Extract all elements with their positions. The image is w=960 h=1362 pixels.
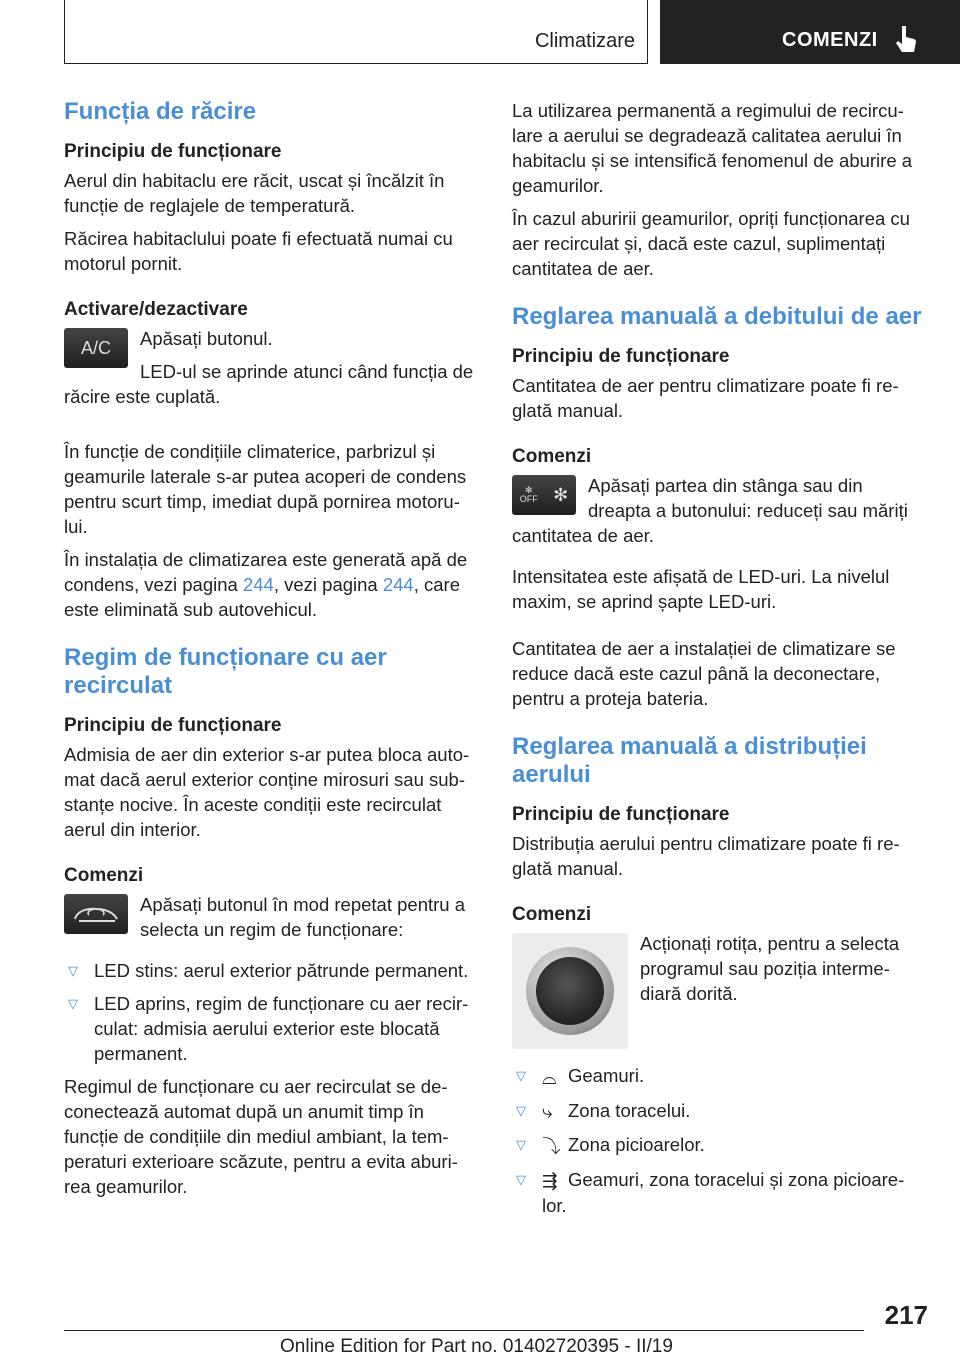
subheading-flow-principle: Principiu de funcționare <box>512 346 730 367</box>
header-chapter-box <box>660 0 960 64</box>
cool-paragraph-2: Răcirea habitaclului poate fi efectuată numai cu motorul pornit. <box>64 228 453 274</box>
recirc-paragraph-1: Admisia de aer din exterior s-ar putea bloca auto-mat dacă aerul exterior conține mirosuri sau sub-stanțe nocive. În aceste condiții este recirculat aerul din interior. <box>64 744 470 840</box>
right-column <box>512 98 926 1226</box>
subheading-distr-controls: Comenzi <box>512 904 592 925</box>
condens-paragraph-2 <box>64 547 478 622</box>
list-item <box>512 1063 926 1090</box>
footwell-airflow-icon: ⤵ <box>542 1135 561 1157</box>
fan-off-icon: ✻ OFF <box>519 485 538 504</box>
triangle-bullet-icon: ▽ <box>516 1068 526 1083</box>
distribution-list <box>512 1063 926 1218</box>
ac-button-label: A/C <box>80 337 111 358</box>
flow-paragraph-3: Cantitatea de aer a instalației de climatizare se reduce dacă este cazul până la deconectare, pentru a proteja bateria. <box>512 638 896 709</box>
recirc-list <box>64 958 478 1066</box>
list-item-text: Geamuri. <box>568 1065 645 1086</box>
ac-paragraph-2: LED-ul se aprinde atunci când funcția de răcire este cuplată. <box>64 361 474 407</box>
list-item <box>64 991 478 1066</box>
recirculation-button-icon <box>64 894 128 934</box>
heading-cooling: Funcția de răcire <box>64 98 257 125</box>
recirc-button-paragraph: Apăsați butonul în mod repetat pentru a selecta un regim de funcționare: <box>140 894 465 940</box>
footer-edition: Online Edition for Part no. 01402720395 - II/19 <box>280 1336 673 1357</box>
distr-instruction <box>512 931 926 1055</box>
page-link-244-b[interactable]: 244 <box>382 574 414 595</box>
subheading-cool-principle: Principiu de funcționare <box>64 141 282 162</box>
triangle-bullet-icon: ▽ <box>516 1102 526 1118</box>
right-paragraph-2: În cazul aburirii geamurilor, opriți funcționarea cu aer recirculat și, dacă este cazul, suplimentați cantitatea de aer. <box>512 208 910 279</box>
distribution-knob-icon <box>512 933 628 1049</box>
flow-button-paragraph: Apăsați partea din stânga sau din dreapta a butonului: reduceți sau măriți cantitatea de aer. <box>512 475 908 546</box>
subheading-recirc-controls: Comenzi <box>64 865 144 886</box>
condens-text-c: , care este eliminată sub autovehicul. <box>64 574 461 620</box>
subheading-recirc-principle: Principiu de funcționare <box>64 715 282 736</box>
list-item-text: LED aprins, regim de funcționare cu aer recir-culat: admisia aerului exterior este blocată permanent. <box>94 993 469 1064</box>
list-item-text: Zona toracelui. <box>568 1099 691 1121</box>
list-item <box>512 1167 926 1219</box>
triangle-bullet-icon: ▽ <box>516 1171 526 1187</box>
ac-instruction <box>64 326 478 417</box>
distr-paragraph-1: Distribuția aerului pentru climatizare poate fi re-glată manual. <box>512 833 900 879</box>
triangle-bullet-icon: ▽ <box>68 996 78 1011</box>
condens-text-b: , vezi pagina <box>273 574 383 595</box>
subheading-activation: Activare/dezactivare <box>64 299 248 320</box>
heading-recirculation: Regim de funcționare cu aer recirculat <box>64 644 387 699</box>
car-recirculation-icon <box>71 903 121 925</box>
ac-paragraph-1: Apăsați butonul. <box>140 328 273 349</box>
recirc-paragraph-end: Regimul de funcționare cu aer recirculat se de-conectează automat după un anumit timp în funcție de condițiile din mediul ambiant, la tem-peraturi exterioare scăzute, pentru a evita aburi-rea geamurilor. <box>64 1076 458 1197</box>
ac-button-icon <box>64 328 128 368</box>
cool-paragraph-1: Aerul din habitaclu ere răcit, uscat și încălzit în funcție de reglajele de temperatură. <box>64 170 445 216</box>
fan-button-icon <box>512 475 576 515</box>
list-item <box>64 958 478 983</box>
pointing-hand-icon <box>894 24 920 54</box>
triangle-bullet-icon: ▽ <box>68 963 78 978</box>
fan-icon: ✻ <box>553 484 569 505</box>
fan-off-label: OFF <box>519 494 538 504</box>
chest-airflow-icon: ⤷ <box>542 1101 553 1123</box>
header-section-title: Climatizare <box>534 30 635 52</box>
heading-airflow: Reglarea manuală a debitului de aer <box>512 303 922 330</box>
distr-knob-paragraph: Acționați rotița, pentru a selecta programul sau poziția interme-diară dorită. <box>640 933 900 1004</box>
condens-paragraph-1: În funcție de condițiile climaterice, parbrizul și geamurile laterale s-ar putea acoperi de condens pentru scurt timp, imediat după pornirea motoru-lui. <box>64 441 467 537</box>
condens-text-a: În instalația de climatizarea este generată apă de condens, vezi pagina <box>64 549 468 595</box>
header-section-box <box>64 0 648 64</box>
list-item-text: Zona picioarelor. <box>568 1134 705 1156</box>
list-item-text: Geamuri, zona toracelui și zona picioare-lor. <box>542 1168 905 1217</box>
list-item <box>512 1098 926 1125</box>
windscreen-icon: ⌓ <box>542 1066 557 1088</box>
flow-paragraph-2: Intensitatea este afișată de LED-uri. La nivelul maxim, se aprind șapte LED-uri. <box>512 566 890 612</box>
left-column <box>64 98 478 1207</box>
subheading-flow-controls: Comenzi <box>512 446 592 467</box>
recirc-instruction <box>64 892 478 950</box>
page-link-244-a[interactable]: 244 <box>242 574 274 595</box>
flow-paragraph-1: Cantitatea de aer pentru climatizare poate fi re-glată manual. <box>512 375 899 421</box>
right-paragraph-1: La utilizarea permanentă a regimului de recircu-lare a aerului se degradează calitatea aerului în habitaclu și se intensifică fenomenul de aburire a geamurilor. <box>512 100 913 196</box>
triangle-bullet-icon: ▽ <box>516 1137 526 1153</box>
list-item-text: LED stins: aerul exterior pătrunde permanent. <box>94 960 469 981</box>
list-item <box>512 1132 926 1159</box>
heading-distribution: Reglarea manuală a distribuției aerului <box>512 733 867 788</box>
all-zones-airflow-icon: ⇶ <box>542 1170 558 1192</box>
flow-instruction <box>512 473 926 556</box>
subheading-distr-principle: Principiu de funcționare <box>512 804 730 825</box>
header-chapter-title: COMENZI <box>782 29 878 51</box>
page-number: 217 <box>884 1300 928 1330</box>
footer-divider <box>64 1330 864 1331</box>
